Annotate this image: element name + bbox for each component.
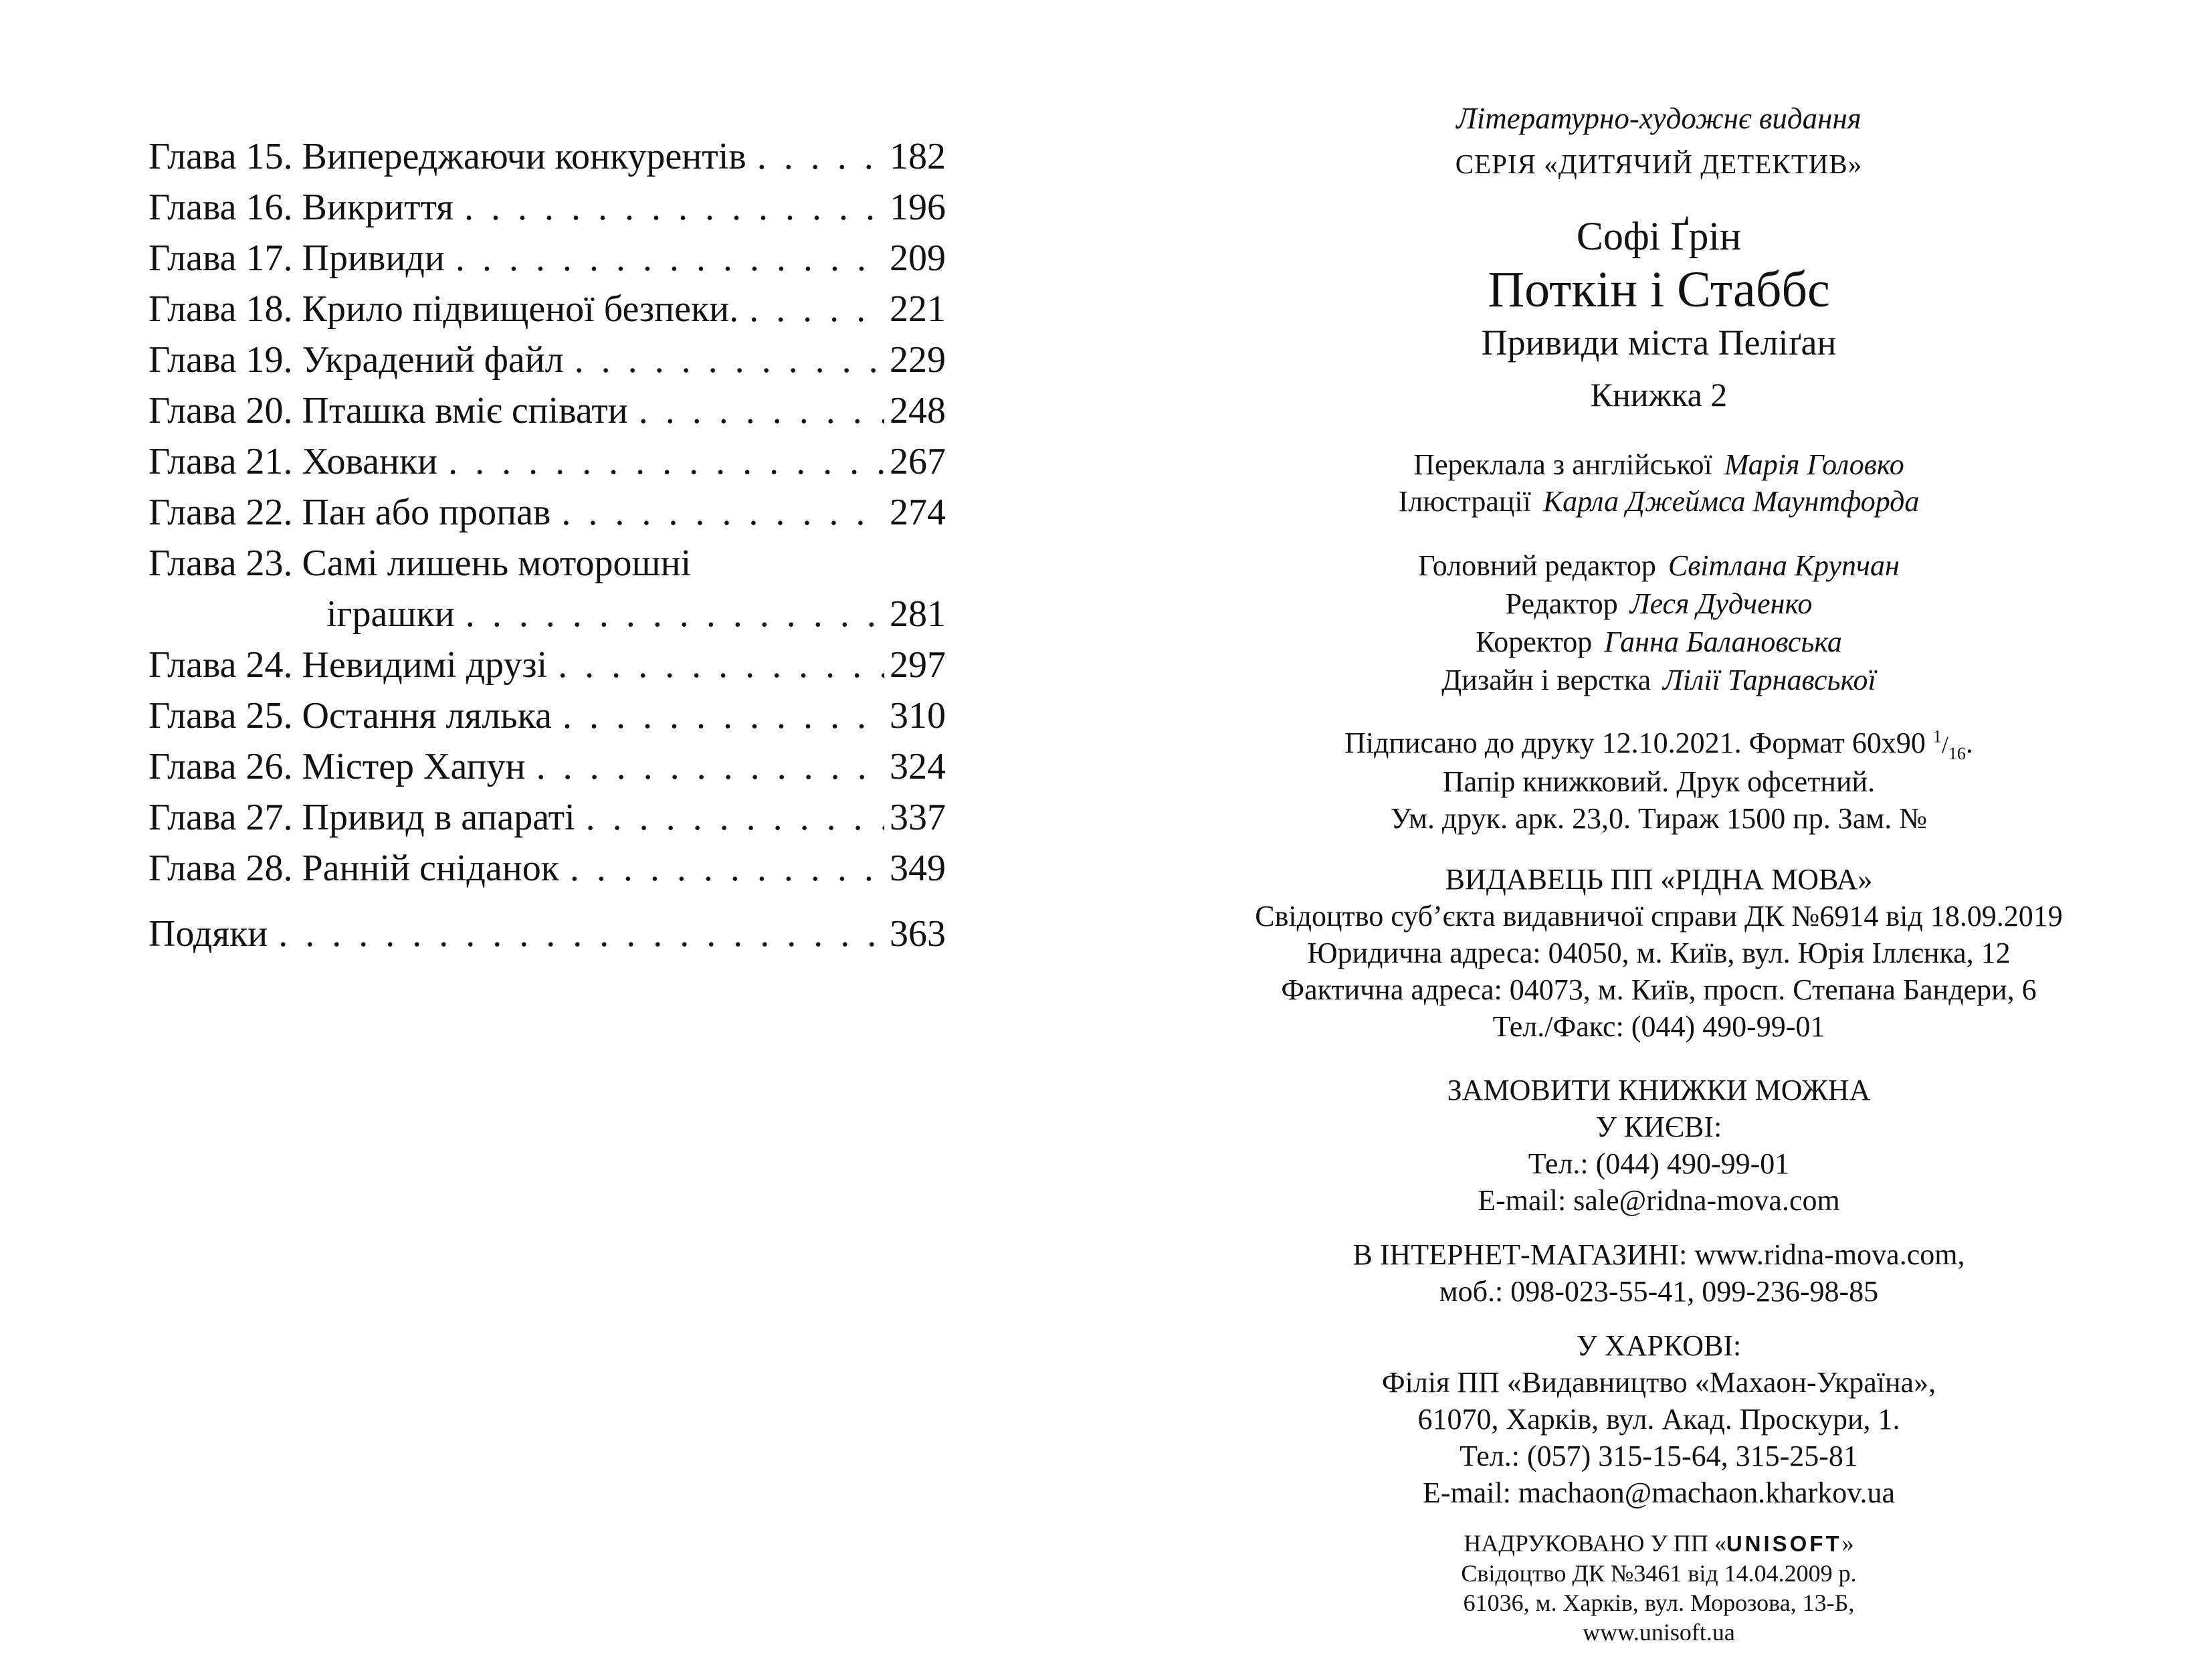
toc-entry-text: Глава 23. Самі лишень моторошні	[148, 543, 692, 584]
credit-name: Марія Головко	[1724, 448, 1904, 481]
toc-entry-text: Глава 25. Остання лялька	[148, 695, 552, 737]
order-block	[1233, 1072, 2085, 1511]
toc-page-number: 248	[890, 390, 946, 431]
staff-role: Редактор	[1505, 587, 1618, 620]
publisher-line: Фактична адреса: 04073, м. Київ, просп. Степана Бандери, 6	[1281, 973, 2037, 1006]
kharkiv-lines	[1233, 1364, 2085, 1511]
toc-page-number: 267	[890, 441, 946, 482]
online-line: моб.: 098-023-55-41, 099-236-98-85	[1439, 1275, 1879, 1308]
toc-page-number: 310	[890, 695, 946, 737]
toc-page-number: 281	[890, 593, 946, 635]
kyiv-line: Тел.: (044) 490-99-01	[1528, 1147, 1790, 1180]
online-line: В ІНТЕРНЕТ-МАГАЗИНІ: www.ridna-mova.com,	[1352, 1238, 1965, 1271]
edition-note: Літературно-художнє видання	[1456, 102, 1862, 135]
toc-entry-text: Глава 27. Привид в апараті	[148, 797, 575, 838]
credit-line	[1233, 483, 2085, 520]
toc-page-number: 324	[890, 746, 946, 787]
dot-leader	[563, 690, 884, 741]
print-format-text: Підписано до друку 12.10.2021. Формат 60х90	[1344, 726, 1933, 759]
publisher-name: ВИДАВЕЦЬ ПП «РІДНА МОВА»	[1445, 863, 1873, 896]
dot-leader	[278, 908, 884, 959]
toc-entry	[148, 538, 946, 589]
fraction-numerator: 1	[1932, 726, 1942, 747]
toc-entry-text: Глава 22. Пан або пропав	[148, 492, 551, 533]
kharkiv-line: Тел.: (057) 315-15-64, 315-25-81	[1460, 1440, 1858, 1472]
toc-entry-text: Глава 21. Хованки	[148, 441, 438, 482]
kyiv-line: E-mail: sale@ridna-mova.com	[1478, 1184, 1840, 1217]
dot-leader	[558, 640, 884, 690]
staff-name: Ганна Балановська	[1604, 625, 1842, 658]
printed-by-prefix: НАДРУКОВАНО У ПП «	[1464, 1530, 1726, 1557]
print-info-line: Папір книжковий. Друк офсетний.	[1442, 765, 1876, 798]
dot-leader	[466, 589, 884, 640]
dot-leader	[570, 843, 884, 894]
staff-role: Дизайн і верстка	[1441, 664, 1651, 696]
print-info-line: Ум. друк. арк. 23,0. Тираж 1500 пр. Зам. №	[1390, 802, 1928, 835]
toc-page-number: 221	[890, 288, 946, 330]
unisoft-logo-text: UNISOFT	[1726, 1531, 1842, 1556]
colophon-page	[1233, 100, 2085, 1647]
print-info	[1233, 724, 2085, 837]
toc-page-number: 182	[890, 136, 946, 177]
toc-entry-text: Глава 26. Містер Хапун	[148, 746, 526, 787]
fraction-denominator: 16	[1948, 743, 1966, 763]
printed-by-lines	[1233, 1559, 2085, 1647]
toc-entry-text: Глава 19. Украдений файл	[148, 339, 564, 381]
credit-role: Переклала з англійської	[1413, 448, 1712, 481]
dot-leader	[749, 284, 884, 334]
publisher-line: Свідоцтво суб’єкта видавничої справи ДК №6914 від 18.09.2019	[1255, 900, 2063, 933]
toc-entry	[148, 334, 946, 385]
credit-line	[1233, 446, 2085, 483]
toc-page-number: 229	[890, 339, 946, 381]
book-number: Книжка 2	[1590, 376, 1728, 413]
staff-role: Головний редактор	[1418, 549, 1656, 582]
toc-entry-text: Глава 24. Невидимі друзі	[148, 644, 548, 686]
toc-entry	[148, 182, 946, 233]
toc-entry-text: Глава 28. Ранній сніданок	[148, 848, 559, 889]
printed-by-line: Свідоцтво ДК №3461 від 14.04.2009 р.	[1461, 1560, 1857, 1587]
toc-entry	[148, 385, 946, 436]
staff-line	[1233, 661, 2085, 699]
dot-leader	[464, 182, 884, 233]
translation-credits	[1233, 446, 2085, 520]
toc-entry	[148, 843, 946, 894]
series-title: СЕРІЯ «ДИТЯЧИЙ ДЕТЕКТИВ»	[1455, 149, 1863, 179]
fraction-slash: /	[1941, 731, 1948, 758]
kharkiv-line: Філія ПП «Видавництво «Махаон-Україна»,	[1381, 1366, 1936, 1399]
staff-role: Коректор	[1476, 625, 1593, 658]
toc-entry	[148, 487, 946, 538]
print-format-line	[1233, 724, 2085, 763]
toc-page-number: 274	[890, 492, 946, 533]
dot-leader	[575, 334, 884, 385]
staff-name: Лілії Тарнавської	[1663, 664, 1876, 696]
publisher-line: Тел./Факс: (044) 490-99-01	[1492, 1010, 1825, 1043]
dot-leader	[536, 741, 884, 792]
dot-leader	[448, 436, 884, 487]
toc-page	[148, 131, 946, 959]
toc-entry-text: Глава 20. Пташка вміє співати	[148, 390, 628, 431]
dot-leader	[561, 487, 884, 538]
toc-entry	[148, 284, 946, 334]
publisher-lines	[1233, 898, 2085, 1045]
toc-page-number: 196	[890, 187, 946, 228]
staff-line	[1233, 585, 2085, 623]
toc-page-number: 349	[890, 848, 946, 889]
print-info-lines	[1233, 763, 2085, 837]
kharkiv-line: 61070, Харків, вул. Акад. Проскури, 1.	[1417, 1403, 1900, 1436]
toc-entry-text: Глава 15. Випереджаючи конкурентів	[148, 136, 746, 177]
dot-leader	[456, 233, 884, 284]
toc-entry-text: Глава 16. Викриття	[148, 187, 454, 228]
toc-entry-text: Подяки	[148, 913, 268, 955]
printed-by-suffix: »	[1841, 1530, 1854, 1557]
toc-page-number: 337	[890, 797, 946, 838]
toc-page-number: 363	[890, 913, 946, 955]
order-heading: ЗАМОВИТИ КНИЖКИ МОЖНА	[1447, 1074, 1871, 1106]
toc-entry-text: Глава 17. Привиди	[148, 237, 445, 279]
toc-entry	[148, 436, 946, 487]
toc-entry	[148, 690, 946, 741]
online-lines	[1233, 1236, 2085, 1310]
credit-name: Карла Джеймса Маунтфорда	[1542, 485, 1920, 518]
staff-line	[1233, 623, 2085, 661]
toc-entry	[148, 233, 946, 284]
staff-name: Леся Дудченко	[1629, 587, 1813, 620]
toc-entry	[148, 589, 946, 640]
credit-role: Ілюстрації	[1398, 485, 1531, 518]
table-of-contents	[148, 131, 946, 959]
printed-by-line: www.unisoft.ua	[1583, 1619, 1735, 1646]
toc-entry	[148, 131, 946, 182]
kyiv-lines	[1233, 1145, 2085, 1219]
author-name: Софі Ґрін	[1576, 214, 1742, 258]
dot-leader	[586, 792, 884, 843]
kyiv-heading: У КИЄВІ:	[1595, 1110, 1722, 1143]
toc-entry-text: Глава 18. Крило підвищеної безпеки.	[148, 288, 739, 330]
print-format-suffix: .	[1965, 726, 1973, 759]
book-title: Поткін і Стаббс	[1488, 262, 1830, 318]
kharkiv-line: E-mail: machaon@machaon.kharkov.ua	[1423, 1476, 1895, 1509]
printed-by-block	[1233, 1529, 2085, 1647]
toc-entry	[148, 792, 946, 843]
editorial-staff	[1233, 547, 2085, 699]
toc-page-number: 297	[890, 644, 946, 686]
book-subtitle: Привиди міста Пеліґан	[1481, 322, 1837, 363]
toc-entry	[148, 640, 946, 690]
staff-line	[1233, 547, 2085, 585]
toc-entry	[148, 908, 946, 959]
publisher-line: Юридична адреса: 04050, м. Київ, вул. Юрія Іллєнка, 12	[1307, 937, 2011, 969]
dot-leader	[757, 131, 884, 182]
staff-name: Світлана Крупчан	[1668, 549, 1900, 582]
toc-page-number: 209	[890, 237, 946, 279]
dot-leader	[639, 385, 884, 436]
kharkiv-heading: У ХАРКОВІ:	[1576, 1329, 1742, 1362]
toc-entry	[148, 741, 946, 792]
printed-by-line: 61036, м. Харків, вул. Морозова, 13-Б,	[1463, 1589, 1855, 1616]
publisher-block	[1233, 861, 2085, 1045]
printed-by-heading	[1233, 1529, 2085, 1559]
toc-entry-text: іграшки	[326, 593, 455, 635]
